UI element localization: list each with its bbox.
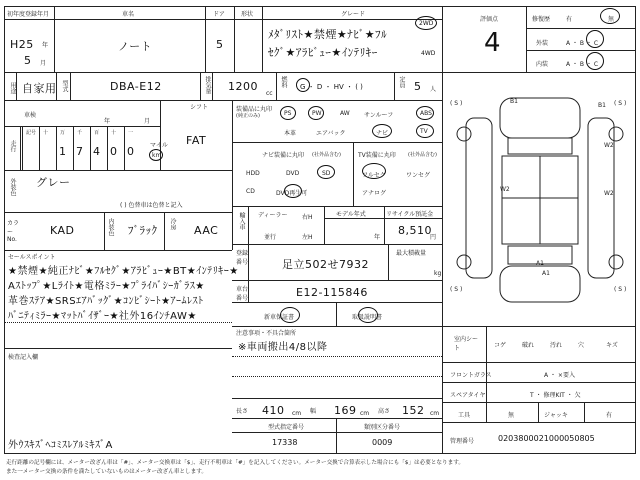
model-year-unit: 年	[374, 234, 381, 241]
equipment-item: ABS	[420, 110, 432, 117]
repair-yes: 有	[566, 16, 573, 23]
tool-label: 工具	[458, 412, 471, 419]
color-code-label: カラー No.	[7, 220, 20, 243]
int-color: ﾌﾞﾗｯｸ	[128, 224, 158, 237]
color-label: 外装色	[9, 178, 16, 196]
length-value: 410	[262, 404, 285, 417]
footer-note-2: また一メーター交換の条件を満たしていないものはメーター改ざん車とします。	[6, 469, 207, 475]
car-doors: 5	[216, 38, 224, 51]
diagram-s-mark: ( S )	[450, 286, 463, 293]
equipment-item: PW	[312, 110, 322, 117]
score-value: 4	[484, 28, 501, 58]
circle-mark	[372, 124, 392, 138]
plate-value: 足立502せ7932	[282, 258, 369, 271]
jack-label: ジャッキ	[544, 412, 568, 419]
doc-manual: 新車保証書	[264, 314, 295, 321]
grade-label: グレード	[341, 11, 366, 18]
int-label: 内装	[536, 61, 549, 68]
inspect-label: 車検	[24, 112, 37, 119]
diagram-label: B1	[510, 98, 518, 105]
cap-value: 5	[414, 80, 422, 93]
cap-unit: 人	[430, 86, 437, 93]
seat-item: 汚れ	[550, 342, 563, 349]
circle-mark	[296, 78, 310, 92]
diagram-label: B1	[598, 102, 606, 109]
seat-item: コゲ	[494, 342, 507, 349]
height-label: 高さ	[378, 408, 391, 415]
width-label: 幅	[310, 408, 317, 415]
equipment-item: エアバック	[316, 130, 346, 137]
diagram-s-mark: ( S )	[450, 100, 463, 107]
circle-mark	[416, 106, 434, 120]
sales-label: セールスポイント	[8, 254, 56, 261]
glass-value: A ・ ×要入	[544, 372, 575, 379]
import-left: 左H	[302, 234, 313, 241]
load-unit: kg	[434, 270, 442, 277]
spare-label: スペアタイヤ	[450, 392, 486, 399]
navi-item: CD	[246, 188, 255, 195]
sales-line: ★禁煙★純正ﾅﾋﾞ★ﾌﾙｾｸﾞ★ｱﾗﾋﾞｭｰ★BT★ｲﾝﾃﾘｷｰ★	[8, 266, 239, 277]
column-divider	[90, 126, 91, 170]
length-unit: cm	[292, 410, 302, 417]
column-divider	[124, 126, 125, 170]
cc-unit: cc	[266, 90, 273, 97]
inspector-label: 検査記入欄	[8, 354, 39, 361]
score-label: 評価点	[480, 16, 499, 23]
ac-label: 冷房	[169, 218, 176, 230]
use-value: 自家用	[22, 82, 57, 95]
doc-record: 取扱説明書	[352, 314, 383, 321]
circle-mark	[600, 8, 620, 24]
navi-sub: (社外品含む)	[312, 152, 341, 158]
fuel-options: G ・ D ・ HV ・ ( )	[300, 83, 363, 91]
circle-mark	[358, 307, 378, 323]
circle-mark	[416, 124, 434, 138]
circle-mark	[362, 163, 386, 179]
model-year-label: モデル年式	[336, 211, 366, 218]
equipment-item: AW	[340, 110, 350, 117]
column-divider	[73, 126, 74, 170]
type-no-label: 型式指定番号	[268, 424, 305, 431]
circle-mark	[415, 16, 437, 30]
spare-value: T ・ 修理KIT ・ 欠	[530, 392, 581, 399]
color-code: KAD	[50, 224, 75, 237]
notice-label: 注意事項・不具合箇所	[236, 330, 297, 337]
equipment-item: ナビ	[376, 130, 389, 137]
color-value: グレー	[36, 176, 71, 189]
tv-item: アナログ	[362, 190, 387, 197]
width-value: 169	[334, 404, 357, 417]
sales-line: Aｽﾄｯﾌﾟ★Lﾗｲﾄ★電格ﾐﾗｰ★ﾌﾟﾗｲﾊﾞｼｰｶﾞﾗｽ★	[8, 281, 205, 292]
recycle-label: リサイクル預託金	[386, 211, 434, 218]
column-divider	[56, 126, 57, 170]
diagram-label: W2	[604, 142, 614, 149]
chassis-label: 車台番号	[236, 286, 249, 302]
circle-mark	[284, 184, 302, 198]
import-dealer: ディーラー	[258, 212, 288, 219]
tv-sub: (社外品含む)	[408, 152, 437, 158]
circle-mark	[586, 52, 604, 70]
circle-mark	[586, 30, 604, 48]
disp-label: 排気量	[204, 76, 211, 94]
shift-label: シフト	[190, 104, 209, 111]
import-label: 輸入車	[238, 212, 245, 230]
equipment-item: サンルーフ	[364, 112, 394, 119]
footer-note-1: 走行距離の記号欄には、メーター改ざん車は「#」、メーター交換車は「$」、走行不明車は「#」を記入してください。メーター交換で合算表示した場合にも「$」は必要となります。	[6, 460, 464, 466]
seat-label: 室内シート	[454, 336, 479, 352]
mgmt-label: 管理番号	[450, 438, 475, 445]
column-divider	[22, 126, 23, 170]
equip-sub: (純正のみ)	[236, 113, 260, 119]
equipment-item: PS	[284, 110, 292, 117]
mileage-place-label: 十	[111, 130, 117, 136]
column-divider	[39, 126, 40, 170]
load-label: 最大積載量	[396, 250, 427, 257]
shape-label: 形状	[241, 11, 254, 18]
model-value: DBA-E12	[110, 80, 162, 93]
diagram-s-mark: ( S )	[614, 286, 627, 293]
fuel-label: 燃料	[280, 76, 287, 88]
repair-no: 無	[608, 16, 615, 23]
grade-line1: ﾒﾀﾞﾘｽﾄ★禁煙★ﾅﾋﾞ★ﾌﾙ	[268, 28, 388, 41]
sales-line: 革巻ｽﾃｱ★SRSｴｱﾊﾞｯｸﾞ★ｺﾝﾋﾞｼｰﾄ★ｱｰﾑﾚｽﾄ	[8, 296, 204, 307]
navi-item: HDD	[246, 170, 260, 177]
year-unit: 年	[42, 42, 49, 49]
navi-label: ナビ装備に丸印	[262, 152, 305, 159]
inspect-month: 月	[144, 118, 151, 125]
chassis-value: E12-115846	[296, 286, 368, 299]
height-unit: cm	[430, 410, 440, 417]
mileage-digit: 0	[127, 145, 135, 158]
car-name-label: 車名	[122, 11, 135, 18]
cap-label: 定員	[398, 76, 405, 88]
mileage-digit: 7	[76, 145, 84, 158]
model-label: 型式	[61, 80, 68, 92]
diagram-label: A1	[542, 270, 550, 277]
km-unit: km	[152, 152, 162, 159]
jack-value: 有	[606, 412, 613, 419]
run-label: 走行	[9, 140, 16, 152]
class-label: 類別区分番号	[364, 424, 401, 431]
mileage-place-label: 百	[94, 130, 100, 136]
ac-value: AAC	[194, 224, 219, 237]
tv-label: TV装備に丸印	[358, 152, 396, 159]
tool-value: 無	[508, 412, 515, 419]
circle-mark	[308, 106, 324, 120]
column-divider	[107, 126, 108, 170]
mileage-digit: 0	[110, 145, 118, 158]
mile-unit: マイル	[150, 142, 168, 149]
import-parallel: 並行	[264, 234, 277, 241]
glass-label: フロントガラス	[450, 372, 492, 379]
class-value: 0009	[372, 438, 393, 447]
int-color-label: 内装色	[107, 218, 114, 236]
recycle-unit: 円	[430, 234, 437, 241]
mileage-place-label: 万	[60, 130, 66, 136]
navi-item: DVD	[286, 170, 300, 177]
mileage-place-label: 千	[77, 130, 83, 136]
equipment-item: 本革	[284, 130, 297, 137]
equip-label: 装備品に丸印	[236, 106, 273, 113]
mileage-place-label: 一	[128, 130, 134, 136]
mileage-place-label: 記号	[26, 130, 37, 136]
reg-era: H25	[10, 38, 34, 51]
type-no-value: 17338	[272, 438, 298, 447]
mileage-place-label: 十	[43, 130, 49, 136]
inspector-note: 外ｳｽｷｽﾞﾍｺﾐｽﾚｱﾙﾐｷｽﾞA	[8, 440, 113, 451]
drive-4wd: 4WD	[421, 50, 436, 57]
sales-line: ﾊﾞﾆﾃｨﾐﾗｰ★ﾏｯﾄﾊﾞｲｻﾞｰ★社外16ｲﾝﾁAW★	[8, 311, 197, 322]
drive-2wd: 2WD	[419, 20, 434, 27]
inspect-year: 年	[104, 118, 111, 125]
reg-month: 5	[24, 54, 32, 67]
circle-mark	[317, 165, 335, 179]
mileage-digit: 4	[93, 145, 101, 158]
diagram-label: W2	[500, 186, 510, 193]
seat-item: 破れ	[522, 342, 535, 349]
navi-item: DVD再生可	[276, 190, 308, 197]
seat-item: キズ	[606, 342, 618, 349]
int-opts: A ・ B ・ C	[566, 61, 599, 68]
length-label: 長さ	[236, 408, 249, 415]
mileage-digit: 1	[59, 145, 67, 158]
ext-label: 外装	[536, 40, 549, 47]
recycle-value: 8,510	[398, 224, 432, 237]
diagram-s-mark: ( S )	[614, 100, 627, 107]
grade-line2: ｾｸﾞ★ｱﾗﾋﾞｭｰ★ｲﾝﾃﾘｷｰ	[268, 46, 378, 59]
reg-year-label: 初年度登録年月	[7, 11, 50, 18]
plate-label: 登録番号	[236, 250, 249, 266]
mgmt-value: 0203800021000050805	[498, 434, 595, 443]
color-note: ( ) 色替車は色替と記入	[120, 202, 183, 209]
tv-item: フルセグ	[362, 172, 386, 179]
repair-label: 修復歴	[532, 16, 551, 23]
circle-mark	[280, 106, 296, 120]
car-name: ノート	[118, 40, 153, 53]
tv-item: ワンセグ	[406, 172, 431, 179]
width-unit: cm	[360, 410, 370, 417]
notice-text: ※車両搬出4/8以降	[238, 342, 328, 353]
disp-value: 1200	[228, 80, 258, 93]
month-unit: 月	[40, 60, 47, 67]
import-right: 右H	[302, 214, 313, 221]
door-label: ドア	[213, 11, 225, 18]
height-value: 152	[402, 404, 425, 417]
seat-item: 穴	[578, 342, 585, 349]
car-damage-diagram	[446, 78, 632, 322]
shift-value: FAT	[186, 134, 207, 147]
ext-opts: A ・ B ・ C	[566, 40, 599, 47]
equipment-item: TV	[420, 128, 428, 135]
circle-mark	[280, 307, 300, 323]
circle-mark	[149, 149, 163, 161]
navi-item: SD	[322, 170, 331, 177]
diagram-label: W2	[604, 190, 614, 197]
use-label: 用途	[9, 82, 16, 94]
diagram-label: A1	[536, 260, 544, 267]
